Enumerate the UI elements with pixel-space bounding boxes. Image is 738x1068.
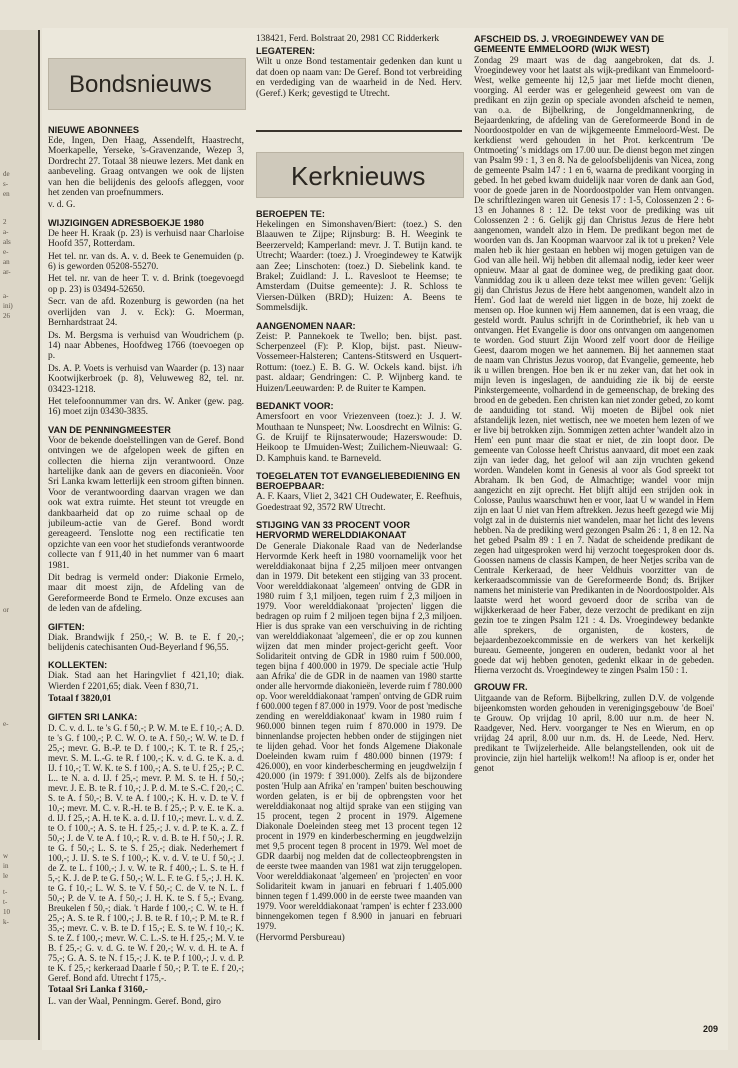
bondsnieuws-column bbox=[48, 118, 244, 1010]
section-heading: BEDANKT VOOR: bbox=[256, 401, 334, 412]
edge-fragment: a- bbox=[3, 228, 9, 236]
edge-fragment: e- bbox=[3, 248, 9, 256]
section-heading: BEROEPEN TE: bbox=[256, 209, 325, 219]
section-heading: NIEUWE ABONNEES bbox=[48, 125, 140, 135]
page-number: 209 bbox=[702, 1024, 718, 1034]
total-line: Totaal Sri Lanka f 3160,- bbox=[48, 984, 148, 995]
edge-fragment: t- bbox=[3, 888, 8, 896]
kerknieuws-title-box bbox=[256, 152, 464, 198]
kerknieuws-title: Kerknieuws bbox=[291, 161, 426, 191]
paragraph: Dit bedrag is vermeld onder: Diakonie Ermelo, maar dit moest zijn, de Afdeling van de Gereformeerde Bond te Ermelo. Onze excuses aan de leden van de afdeling. bbox=[48, 573, 244, 615]
paragraph: Wilt u onze Bond testamentair gedenken dan kunt u dat doen op naam van: De Geref. Bond tot verbreiding en verdediging van de waarheid in de Ned. Herv. (Geref.) Kerk; gevestigd te Utrecht. bbox=[256, 57, 462, 99]
edge-fragment: 2 bbox=[3, 218, 7, 226]
edge-fragment: ini) bbox=[3, 302, 13, 310]
edge-fragment: e- bbox=[3, 720, 9, 728]
edge-fragment: or bbox=[3, 606, 9, 614]
edge-fragment: t- bbox=[3, 898, 8, 906]
section-heading: WIJZIGINGEN ADRESBOEKJE 1980 bbox=[48, 217, 204, 228]
paragraph: Amersfoort en voor Vriezenveen (toez.): J. J. W. Mouthaan te Nunspeet; Nw. Loosdrecht en Wilnis: G. G. de Kruijf te Rijnsaterwoude; Hazerswoude: D. Heikoop te IJmuiden-West; Zuilichem-Nieuwaal: G. D. Kamphuis kand. te Barneveld. bbox=[256, 412, 462, 464]
edge-fragment: als bbox=[3, 238, 11, 246]
column-c bbox=[474, 34, 714, 775]
paragraph: Ds. A. P. Voets is verhuisd van Waarder (p. 13) naar Kootwijkerbroek (p. 8), Veluweweg 82, tel. nr. 03423-1218. bbox=[48, 363, 244, 395]
edge-fragment: s- bbox=[3, 180, 9, 188]
paragraph: De heer H. Kraak (p. 23) is verhuisd naar Charloise Hoofd 357, Rotterdam. bbox=[48, 228, 244, 250]
paragraph: Het tel. nr. van de heer T. v. d. Brink (toegevoegd op p. 23) is 03494-52650. bbox=[48, 274, 244, 295]
paragraph: Diak. Brandwijk f 250,-; W. B. te E. f 20,-; belijdenis catechisanten Oud-Beyerland f 96,55. bbox=[48, 632, 244, 654]
paragraph: Het tel. nr. van ds. A. v. d. Beek te Genemuiden (p. 6) is geworden 05208-55270. bbox=[48, 251, 244, 273]
paragraph: Ede, Ingen, Den Haag, Assendelft, Haastrecht, Moerkapelle, Yerseke, 's-Gravenzande, Wezep 3, Dordrecht 27. Totaal 38 nieuwe lezers. Met dank en aanbeveling. Graag ontvangen we ook de lijsten van hen die belijdenis des geloofs afleggen, voor het zenden van proefnummers. bbox=[48, 136, 244, 199]
section-heading: KOLLEKTEN: bbox=[48, 660, 108, 671]
magazine-page bbox=[42, 28, 728, 1050]
section-heading: LEGATEREN: bbox=[256, 46, 316, 57]
paragraph: Zondag 29 maart was de dag aangebroken, dat ds. J. Vroegindewey voor het laatst als wijk-predikant van Emmeloord-West, welke gemeente hij 12,5 jaar met liefde mocht dienen, voorging. Al eerder was er gelegenheid geweest om van de predikant en zijn gezin op speciale avonden afscheid te nemen, van o.a. de Bijbelkring, de Jongeldmannenkring, de Bejaardenkring, de afdeling van de Gereformeerde Bond in de Noordoostpolder en van de wijkgemeente Emmeloord-West. De kerkdienst werd gehouden in het Prot. kerkcentrum 'De Ontmoeting' 's middags om 17.00 uur. De dienst begon met zingen van Psalm 99 : 1, 3 en 8. Na de geloofsbelijdenis van Nicea, zong de gemeente Psalm 147 : 1 en 6, waarna de predikant voorging in gebed. In het gebed kwam duidelijk naar voren de dank aan God, voor de goede jaren in de Noordoostpolder van Hem ontvangen. De schriftlezingen waren uit Genesis 17 : 1-5, Colossenzen 2 : 6-13 en Johannes 8 : 12. De tekst voor de prediking was uit Colossenzen 2 : 6. Gelijk gij dan Christus Jezus de Here hebt aangenomen, wandelt alzo in Hem. De predikant begon met de woorden van ds. Jan Koopman waarvoor zal ik tot u preken? Vele malen heb ik hier gestaan en hebben wij mogen getuigen van de God van alle heil. Wij hebben dit allemaal nodig, ieder keer weer opnieuw. Maar al gaat de dominee weg, de prediking gaat door. Vanmiddag zou ik u alleen deze tekst mee willen geven: 'Gelijk gij dan Christus Jezus de Here hebt aangenomen, wandelt alzo in Hem'. God laat de wereld niet liggen in de boze, hij zoekt de mensen op. Hoe kunnen wij Hem aannemen, dat is een vraag, die gesteld wordt. Paulus schrijft in de Corinthebrief, ik heb van u ontvangen. Het Evangelie is door ons ontvangen om aangenomen te worden. God stuurt Zijn Woord zelf voort door de Heilige Geest, daarom mogen we het aannemen. Bij het aannemen staat de naam van Christus Jezus voorop, dat Evangelie, gemeente, heb ik u willen brengen. Hoe ben ik er nu zeker van, dat het ook in mijn leven is ingeslagen, de aanduiding zie ik bij de eerste Pinkstergemeente, volhardend in de gemeenschap, de breking des brood en de gebeden. Een christen kan niet zonder gebed, zo komt de aanduiding tot stand. Wij moeten de Bijbel ook niet afstandelijk lezen, niet wettisch, nee we moeten hem lezen of we er live bij betrokken zijn. Sommigen zetten achter 'wandelt alzo in Hem' een punt maar die staat er niet, de zin loopt door. De gemeente van Colosse heeft Christus aanvaard, dit moet een zaak zijn van ieder dag, het geloof wil aan zijn vruchten gekend worden. Wandelen komt in Genesis al voor als God spreekt tot Abraham. Ik ben God, de Almachtige; wandel voor mijn aangezicht en zijt oprecht. Het blijft altijd een strijden ook in Colosse, Paulus waarschuwt hen er voor, laat U w wandel in Hem zijn en laat U niet van Hem aftrekken. Jezus heeft gezegd wie Mij volgt zal in de duisternis niet wandelen, maar het licht des levens hebben. Na de prediking werd gezongen Psalm 26 : 1, 8 en 12. Na het gebed Psalm 89 : 1 en 7. Nadat de scheidende predikant de zegen had uitgesproken werd hij verzocht toegesproken door ds. Goossen namens de classis Kampen, de heer Netjes scriba van de Centrale Kerkeraad, de heer Veldhuis voorzitter van de kerkeraadscommissie van de Gereformeerde Bond; ds. Brijker namens het ministerie van Predikanten in de Noordoostpolder. Als laatste werd het woord gevoerd door de scriba van de wijkkerkeraad de heer Faber, deze verzocht de predikant en zijn gezin toe te zingen Psalm 121 : 4. Ds. Vroegindewey bedankte alle sprekers, de organisten, de kosters, de bejaardenbezoekcommissie en de werkers van het kerkelijk bureau. Gemeente, jongeren en ouderen, bedankt voor al het goede dat wij hebben genoten, gedenkt elkaar in de gebeden. Hierna verzocht ds. Vroegindewey te zingen Psalm 150 : 1. bbox=[474, 55, 714, 675]
paragraph: D. C. v. d. L. te 's G. f 50,-; P. W. M. te E. f 10,-; A. D. te 's G. f 100,-; P. C. W. O. te A. f 50,-; W. W. te D. f 25,-; mevr. G. B.-P. te D. f 100,-; K. T. te R. f 25,-; mevr. S. M. L.-G. te R. f 100,-; K. v. d. G. te K. a. d. IJ. f 10,-; T. W. K. te S. f 100,-; A. S. te U. f 25,-; P. C. L.. te N. a. d. IJ. f 25,-; mevr. P. M. S. te H. f 50,-; mevr. J. E. B. te R. f 10,-; J. P. d. M. te S.-C. f 20,-; C. S. te A. f 50,-; B. V. te A. f 100,-; K. H. v. D. te V. f 10,-; mevr. M. C. v. R.-H. te B. f 25,-; P. v. E. te K. a. d. IJ. f 25,-; A. H. te K. a. d. IJ. f 10,-; mevr. L. v. d. Z. te O. f 100,-; A. S. te H. f 25,-; J. v. d. P. te K. a. Z. f 50,-; J. de V. te A. f 10,-; R. v. d. B. te H. f 50,-; J. R. te G. f 50,-; L. S. te S. f 25,-; diak. Nederhemert f 100,-; J. IJ. S. te S. f 100,-; K. v. d. V. te U. f 50,-; J. de Z. te L. f 100,-; J. v. W. te R. f 400,-; L. S. te H. f 5,-; K. J. de P. te G. f 50,-; W. L. F. te G. f 5,-; J. H. K. te G. f 10,-; L. W. S. te V. f 50,-; C. de V. te N. L. f 50,-; P. de V. te A. f 50,-; J. H. K. te S. f 5,-; Evang. Breukelen f 50,-; diak. 't Harde f 100,-; C. W. te H. f 25,-; A. S. te R. f 100,-; J. B. te R. f 10,-; P. M. te R. f 35,-; mevr. C. v. B. te D. f 15,-; E. S. te W. f 10,-; K. S. te Z. f 100,-; mevr. W. C. L.-S. te H. f 25,-; M. V. te B. f 25,-; G. v. d. G. te W. f 20,-; W. v. d. H. te A. f 75,-; G. A. S. te N. f 15,-; J. K. te P. f 100,-; J. v. d. P. te K. f 25,-; kerkeraad Daarle f 50,-; P. T. te E. f 20,-; Geref. Bond afd. Utrecht f 175,-. bbox=[48, 722, 244, 983]
section-heading: AFSCHEID DS. J. VROEGINDEWEY VAN DE GEMEENTE EMMELOORD (WIJK WEST) bbox=[474, 34, 665, 54]
edge-fragment: le bbox=[3, 872, 9, 880]
paragraph: De Generale Diakonale Raad van de Nederlandse Hervormde Kerk heeft in 1980 voornamelijk voor het werelddiakonaat bijna f 2,25 miljoen meer ontvangen dan in 1979. Dit betekent een stijging van 33 procent. Voor werelddiakonaat 'algemeen' ontving de GDR in 1980 ruim f 3,1 miljoen, tegen ruim f 2,3 miljoen in 1979. Voor werelddiakonaat 'projecten' liggen die bedragen op ruim f 2 miljoen tegen bijna f 2,3 miljoen. Hier is dus sprake van een verschuiving in de richting van werelddiakonaat 'algemeen', die er op zou kunnen wijzen dat men minder project-gericht geeft. Voor Solidariteit ontving de GDR in 1980 ruim f 500.000, tegen bijna f 400.000 in 1979. De speciale actie 'Hulp aan Afrika' die de GDR in de naamen van 1980 startte onder alle hervormde diakonieën, leverde ruim f 780.000 op. Voor werelddiakonaat 'rampen' ontving de GDR ruim f 600.000 tegen f 87.000 in 1979. Voor de post 'medische zending en werelddiakonaat' kwam in 1980 ruim f 960.000 binnen tegen ruim f 870.000 in 1979. De binnenlandse projecten hebben onder de stijgingen niet te lijden gehad. Voor het fonds Algemene Diakonale Doeleinden kwam ruim f 480.000 binnen (1979: f 426.000), en voor kinderbescherming en jeugdwelzijn f 420.000 (in 1979: f 391.000). Zelfs als de bijzondere posten 'Hulp aan Afrika' en 'rampen' buiten beschouwing worden gelaten, is er bij de opbrengsten voor het werelddiakonaat nog altijd sprake van een stijging van 15 procent, tegen 2 procent in 1979. Algemene Diakonale Doeleinden steeg met 13 procent tegen 12 procent in 1979 en kinderbescherming en jeugdwelzijn met 9,5 procent tegen 8 procent in 1979. Wel moet de GDR daarbij nog melden dat de collecteopbrengsten in de eerste twee maanden van 1981 wat zijn teruggelopen. Voor werelddiakonaat 'algemeen' en 'projecten' en voor Solidariteit kwam in januari en februari f 1.405.000 binnen tegen f 1.499.000 in de eerste twee maanden van 1979. Voor werelddiakonaat 'rampen' is echter f 233.000 binnengekomen tegen f 8.900 in januari en februari 1979. bbox=[256, 540, 462, 931]
section-heading: GROUW FR. bbox=[474, 682, 528, 692]
paragraph: Diak. Stad aan het Haringvliet f 421,10; diak. Wierden f 2201,65; diak. Veen f 830,71. bbox=[48, 671, 244, 692]
previous-page-edge bbox=[0, 30, 40, 1040]
paragraph: Uitgaande van de Reform. Bijbelkring, zullen D.V. de volgende bijeenkomsten worden gehouden in verenigingsgebouw 'de Boei' te Grouw. Op vrijdag 10 april, 8.00 uur n.m. de heer N. Raadgever, Ned. Herv. voorganger te Nes en Wierum, en op vrijdag 24 april, 8.00 uur n.m. ds. H. de Leede, Ned. Herv. predikant te Twijzelerheide. Alle belangstellenden, ook uit de provincie, zijn hiel hartelijk welkom!! Na afloop is er, onder het genot bbox=[474, 693, 714, 773]
section-heading: GIFTEN SRI LANKA: bbox=[48, 711, 138, 722]
edge-fragment: 26 bbox=[3, 312, 10, 320]
bondsnieuws-title-box bbox=[48, 58, 246, 110]
divider bbox=[256, 130, 462, 132]
paragraph: Voor de bekende doelstellingen van de Geref. Bond ontvingen we de afgelopen week de giften en collecten die hierna zijn verantwoord. Onze hartelijke dank aan de gevers en diaconieën. Voor Sri Lanka kwam letterlijk een stroom giften binnen. Voor de verantwoording daarvan vragen we dan ook wat extra ruimte. Het steunt tot vreugde en dankbaarheid dat op zo ruime schaal op de jubileum-actie van de Geref. Bond wordt gereageerd. Tenslotte nog een rectificatie ten opzichte van een voor het studiefonds verantwoorde collecte van f 911,40 in het nummer van 6 maart 1981. bbox=[48, 435, 244, 571]
paragraph: A. F. Kaars, Vliet 2, 3421 CH Oudewater, E. Reefhuis, Goedestraat 92, 3572 RW Utrecht. bbox=[256, 492, 462, 513]
edge-fragment: w bbox=[3, 852, 9, 860]
edge-fragment: de bbox=[3, 170, 10, 178]
paragraph: Hekelingen en Simonshaven/Biert: (toez.) S. den Blaauwen te Zijpe; Rijnsburg: B. H. Weegink te Beerzerveld; Kamperland: mevr. J. T. Butijn kand. te Utrecht; Waarder: (toez.) J. Vroegindewey te Katwijk aan Zee; Linschoten: (toez.) D. Siebelink kand. te Brakel; Zuidland: J. L. Ravesloot te Heemse; te Amsterdam (Duitse gemeente): J. R. Schloss te Viersen-Dülken (BRD); Huizen: A. Beens te Sommelsdijk. bbox=[256, 220, 462, 314]
kerknieuws-column bbox=[256, 202, 462, 945]
paragraph: Het telefoonnummer van drs. W. Anker (gew. pag. 16) moet zijn 03430-3835. bbox=[48, 396, 244, 418]
edge-fragment: en bbox=[3, 190, 10, 198]
section-heading: GIFTEN: bbox=[48, 621, 85, 632]
edge-fragment: ar- bbox=[3, 268, 11, 276]
edge-fragment: a- bbox=[3, 292, 9, 300]
column-b-top bbox=[256, 34, 462, 101]
bondsnieuws-title: Bondsnieuws bbox=[69, 71, 212, 98]
paragraph: Secr. van de afd. Rozenburg is geworden (na het overlijden van J. v. Eck): G. Moerman, Bernhardstraat 24. bbox=[48, 297, 244, 329]
edge-fragment: k- bbox=[3, 918, 9, 926]
edge-fragment: in bbox=[3, 862, 9, 870]
paragraph: 138421, Ferd. Bolstraat 20, 2981 CC Ridderkerk bbox=[256, 34, 440, 44]
total-line: Totaal f 3820,01 bbox=[48, 694, 112, 705]
paragraph: Ds. M. Bergsma is verhuisd van Woudrichem (p. 14) naar Abbenes, Hoofdweg 1766 (toevoegen op p. bbox=[48, 330, 244, 362]
section-heading: VAN DE PENNINGMEESTER bbox=[48, 424, 171, 435]
credit-line: (Hervormd Persbureau) bbox=[256, 932, 345, 943]
edge-fragment: an bbox=[3, 258, 10, 266]
section-heading: STIJGING VAN 33 PROCENT VOOR HERVORMD WERELDDIAKONAAT bbox=[256, 519, 411, 540]
section-heading: AANGENOMEN NAAR: bbox=[256, 320, 356, 331]
section-heading: TOEGELATEN TOT EVANGELIEBEDIENING EN BEROEPBAAR: bbox=[256, 471, 461, 492]
paragraph: L. van der Waal, Penningm. Geref. Bond, giro bbox=[48, 997, 221, 1008]
edge-fragment: 10 bbox=[3, 908, 10, 916]
paragraph: Zeist: P. Pannekoek te Twello; ben. bijst. past. Scherpenzeel (F): P. Klop, bijst. past. Nieuw-Vossemeer-Halsteren; Cantens-Stitswerd en Usquert-Rottum: (toez.) E. B. G. W. Ockels kand. bijst. i/h past. aldaar; Gendringen: C. P. Wijnberg kand. te Huizen/Leeuwarden: P. de Ruiter te Kampen. bbox=[256, 331, 462, 394]
signature: v. d. G. bbox=[48, 200, 76, 211]
